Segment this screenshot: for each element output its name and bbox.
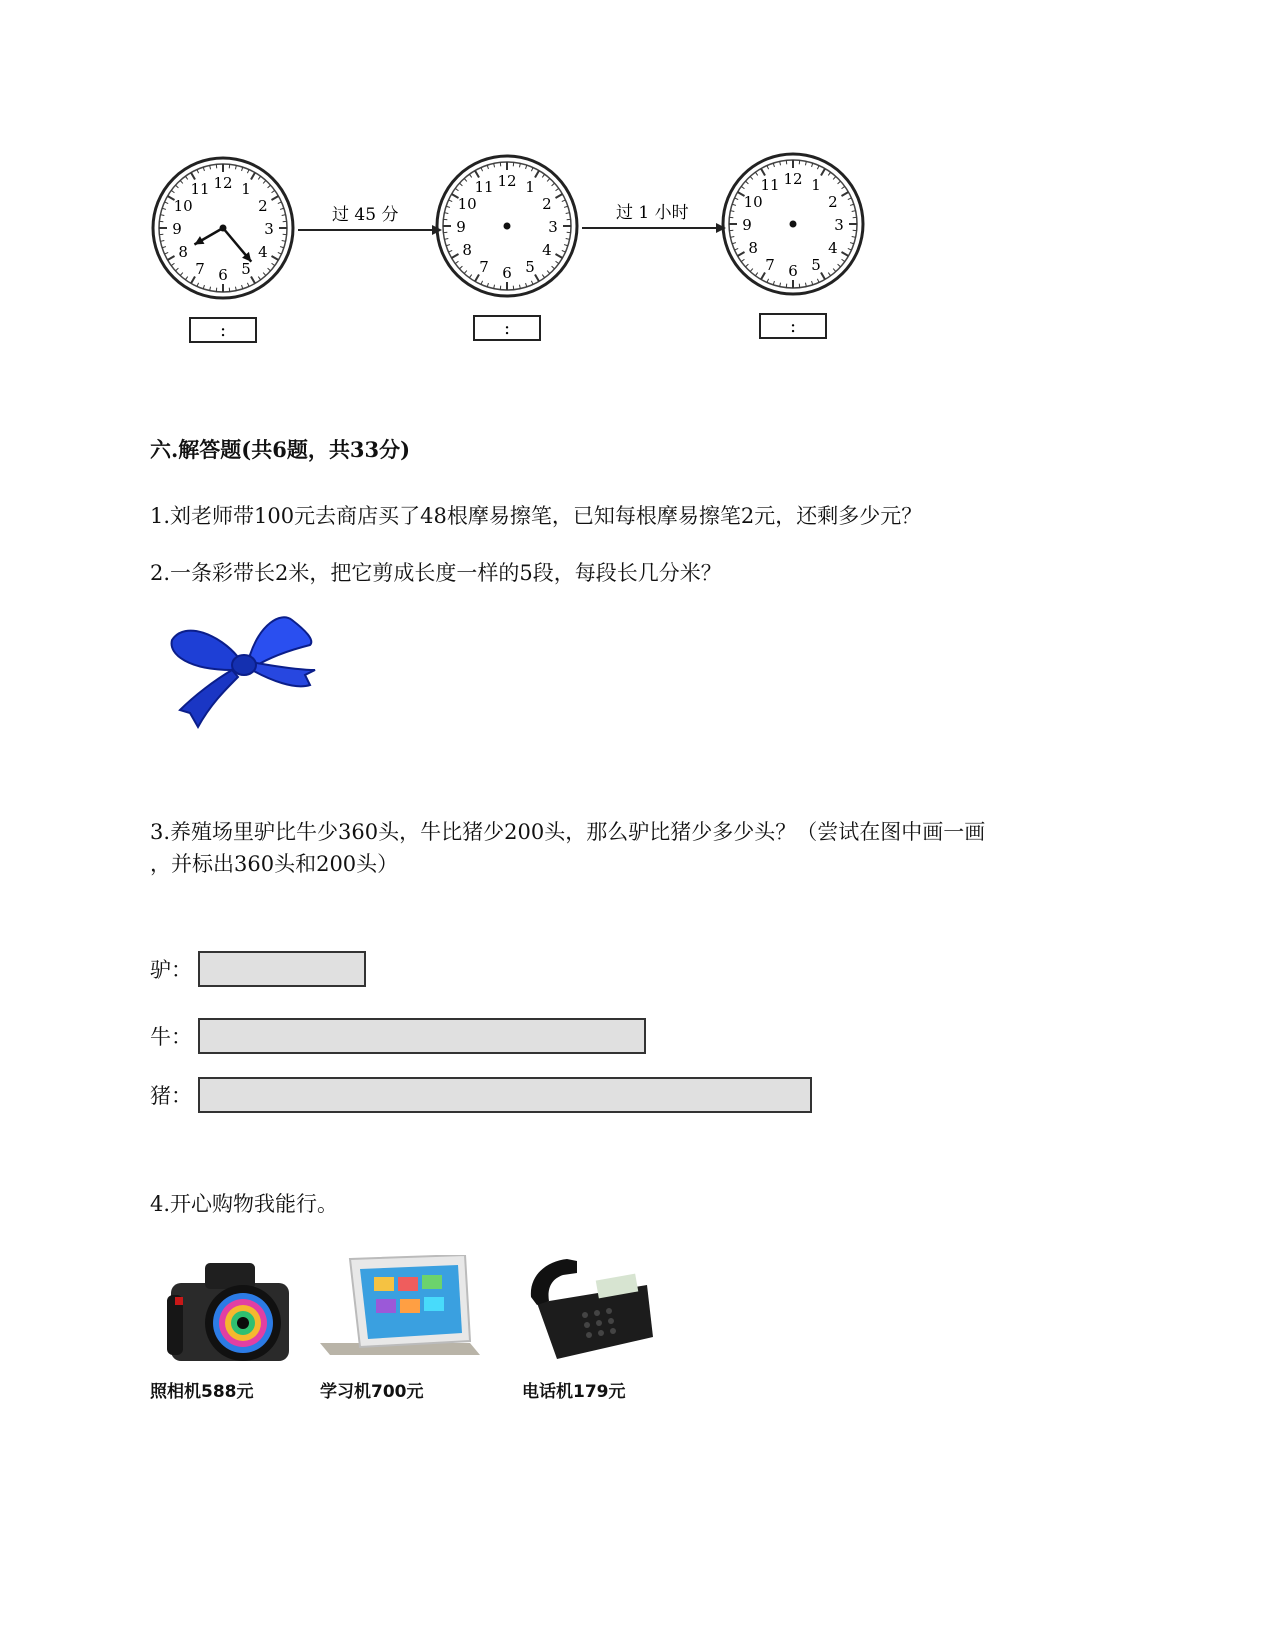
bar-diagram [150, 950, 850, 1130]
clock-number: 2 [542, 195, 552, 213]
clock-number: 11 [190, 180, 210, 199]
telephone-icon [527, 1255, 657, 1365]
clock-number: 4 [542, 241, 552, 259]
clock-number: 6 [788, 262, 798, 280]
bar-label-donkey: 驴： [150, 958, 192, 982]
question-3-line-2: ，并标出360头和200头） [150, 852, 399, 876]
clock-number: 10 [743, 193, 763, 211]
product-camera [150, 1255, 310, 1402]
answer-box-3-colon: : [789, 316, 797, 337]
clock-number: 1 [241, 180, 251, 199]
answer-box-2-colon: : [503, 318, 511, 339]
ribbon-bow-image [170, 615, 320, 730]
product-label-tablet: 学习机700元 [320, 1382, 424, 1402]
clock-number: 1 [811, 176, 821, 195]
clock-number: 4 [828, 239, 838, 257]
bar-donkey[interactable] [198, 951, 366, 987]
clock-number: 7 [195, 259, 205, 278]
clock-number: 7 [479, 257, 489, 276]
bar-label-pig: 猪： [150, 1084, 192, 1108]
clock-number: 8 [748, 239, 758, 257]
product-tablet [320, 1255, 480, 1402]
clock-number: 5 [241, 259, 251, 278]
camera-icon [165, 1255, 295, 1365]
product-label-camera: 照相机588元 [150, 1382, 254, 1402]
clock-number: 12 [783, 170, 803, 188]
bar-row-donkey [150, 950, 366, 988]
question-3 [150, 816, 1130, 880]
clock-number: 5 [811, 255, 821, 274]
clock-number: 12 [213, 174, 233, 192]
clock-number: 5 [525, 257, 535, 276]
clock-number: 12 [497, 172, 517, 190]
clock-number: 2 [258, 197, 268, 215]
clock-number: 10 [173, 197, 193, 215]
clock-diagram [150, 150, 890, 365]
clock-number: 7 [765, 255, 775, 274]
clock-face-1 [153, 158, 293, 298]
clock-number: 11 [760, 176, 780, 195]
arrow-1-label: 过 45 分 [332, 205, 399, 225]
product-telephone [522, 1255, 662, 1402]
section-title: 六.解答题(共6题，共33分) [150, 437, 411, 462]
clock-number: 9 [456, 218, 466, 236]
answer-box-1-colon: : [219, 320, 227, 341]
bar-row-pig [150, 1076, 812, 1114]
clock-diagram-svg [150, 150, 890, 365]
clock-number: 3 [264, 220, 274, 238]
clock-number: 4 [258, 243, 268, 261]
clock-number: 8 [178, 243, 188, 261]
clock-number: 3 [834, 216, 844, 234]
tablet-icon [320, 1255, 480, 1365]
clock-number: 2 [828, 193, 838, 211]
clock-number: 11 [474, 178, 494, 197]
clock-number: 10 [457, 195, 477, 213]
bar-cow[interactable] [198, 1018, 646, 1054]
clock-number: 8 [462, 241, 472, 259]
product-label-telephone: 电话机179元 [522, 1382, 626, 1402]
clock-face-3 [723, 154, 863, 294]
clock-face-2 [437, 156, 577, 296]
clock-number: 9 [742, 216, 752, 234]
question-1: 1.刘老师带100元去商店买了48根摩易擦笔，已知每根摩易擦笔2元，还剩多少元？ [150, 504, 923, 528]
bar-label-cow: 牛： [150, 1025, 192, 1049]
product-list [150, 1255, 710, 1415]
bar-row-cow [150, 1017, 646, 1055]
question-4: 4.开心购物我能行。 [150, 1192, 339, 1216]
question-2: 2.一条彩带长2米，把它剪成长度一样的5段，每段长几分米？ [150, 561, 722, 585]
clock-number: 6 [502, 264, 512, 282]
clock-number: 3 [548, 218, 558, 236]
clock-number: 1 [525, 178, 535, 197]
arrow-2-label: 过 1 小时 [616, 203, 689, 223]
bar-pig[interactable] [198, 1077, 812, 1113]
clock-number: 6 [218, 266, 228, 284]
question-3-line-1: 3.养殖场里驴比牛少360头，牛比猪少200头，那么驴比猪少多少头？（尝试在图中画一画 [150, 820, 986, 844]
clock-number: 9 [172, 220, 182, 238]
